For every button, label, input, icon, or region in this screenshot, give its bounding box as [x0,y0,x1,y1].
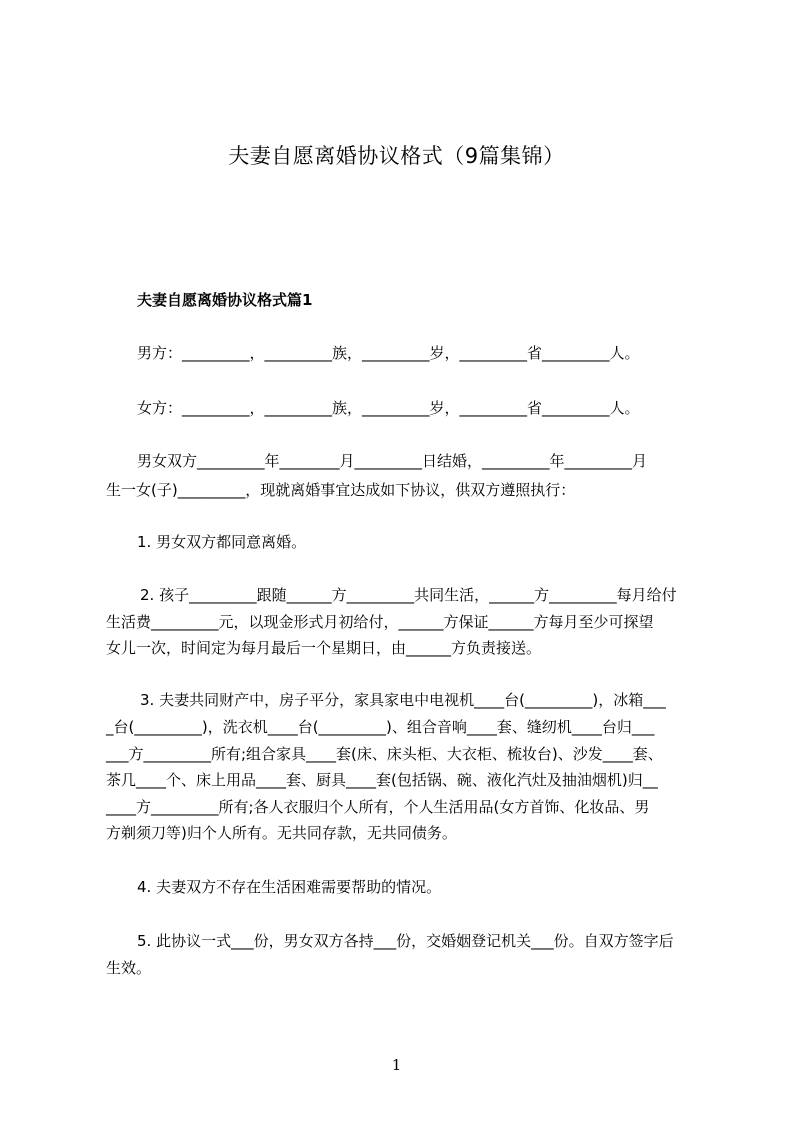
clause-1: 1. 男女双方都同意离婚。 [137,533,307,551]
intro-line-1: 男女双方_________年________月_________日结婚，_________年_________月 [137,452,648,470]
clause-3-line-6: 方剃须刀等)归个人所有。无共同存款，无共同债务。 [106,824,457,842]
clause-3-line-4: 茶几____个、床上用品____套、厨具____套(包括锅、碗、液化汽灶及抽油烟机)归__ [106,771,658,789]
clause-5-line-1: 5. 此协议一式___份，男女双方各持___份，交婚姻登记机关___份。自双方签字后 [137,932,674,950]
clause-3-line-5: ____方_________所有;各人衣服归个人所有，个人生活用品(女方首饰、化妆品、男 [106,798,650,816]
clause-4: 4. 夫妻双方不存在生活困难需要帮助的情况。 [137,878,442,896]
page-number: 1 [391,1056,402,1074]
document-title: 夫妻自愿离婚协议格式（9篇集锦） [228,144,565,168]
male-party-line: 男方：_________，_________族，_________岁，_________省_________人。 [137,344,640,362]
female-party-line: 女方：_________，_________族，_________岁，_________省_________人。 [137,399,640,417]
clause-3-line-3: ___方_________所有;组合家具____套(床、床头柜、大衣柜、梳妆台)、沙发____套、 [106,745,663,763]
clause-3-line-2: _台(_________)，洗衣机____台(_________)、组合音响____套、缝纫机____台归___ [106,718,655,736]
clause-3-line-1: 3. 夫妻共同财产中，房子平分，家具家电中电视机____台(_________)，冰箱___ [140,691,666,709]
section-heading: 夫妻自愿离婚协议格式篇1 [137,291,313,309]
clause-5-line-2: 生效。 [106,959,152,977]
clause-2-line-2: 生活费_________元，以现金形式月初给付，______方保证______方每月至少可探望 [106,613,654,631]
clause-2-line-3: 女儿一次，时间定为每月最后一个星期日，由______方负责接送。 [106,639,542,657]
clause-2-line-1: 2. 孩子_________跟随______方_________共同生活，______方_________每月给付 [140,586,677,604]
intro-line-2: 生一女(子)_________，现就离婚事宜达成如下协议，供双方遵照执行： [106,481,576,499]
